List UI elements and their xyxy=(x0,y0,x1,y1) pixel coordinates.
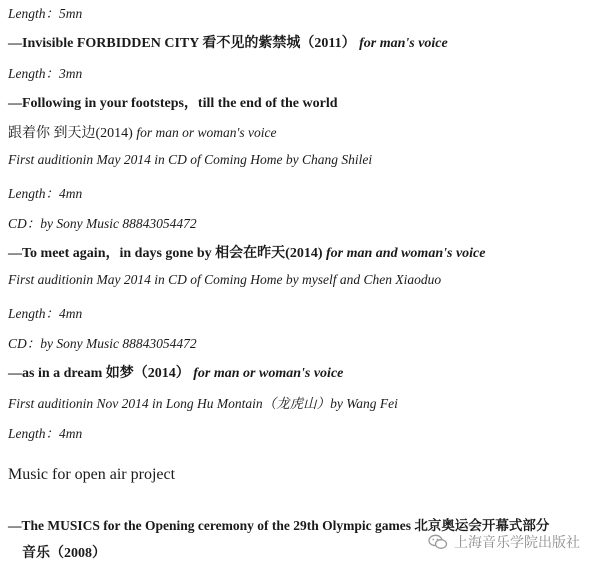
voice-type: for man's voice xyxy=(359,36,448,51)
song-subtitle xyxy=(8,122,276,142)
song-title xyxy=(8,32,448,52)
length-line: Length：4mn xyxy=(8,426,83,441)
song-title-text: —Invisible FORBIDDEN CITY 看不见的紫禁城（2011） xyxy=(8,36,356,51)
chinese-title: 跟着你 到天边(2014) xyxy=(8,126,133,141)
song-title xyxy=(8,362,343,382)
voice-type: for man and woman's voice xyxy=(326,246,486,261)
publisher-watermark xyxy=(428,532,580,552)
voice-type: for man or woman's voice xyxy=(193,366,344,381)
song-title-continuation: 音乐（2008） xyxy=(22,546,106,561)
watermark-text: 上海音乐学院出版社 xyxy=(454,535,580,551)
cd-line: CD：by Sony Music 88843054472 xyxy=(8,216,197,231)
voice-type: for man or woman's voice xyxy=(136,125,277,140)
song-title: —The MUSICS for the Opening ceremony of the 29th Olympic games 北京奥运会开幕式部分 xyxy=(8,518,550,533)
song-title xyxy=(8,242,485,262)
song-title: —Following in your footsteps，till the end of the world xyxy=(8,96,338,111)
length-line: Length：4mn xyxy=(8,186,83,201)
audition-line: First auditionin May 2014 in CD of Coming Home by myself and Chen Xiaoduo xyxy=(8,272,442,287)
wechat-icon xyxy=(428,534,448,550)
length-line: Length：5mn xyxy=(8,6,83,21)
audition-line: First auditionin May 2014 in CD of Coming Home by Chang Shilei xyxy=(8,152,373,167)
cd-line: CD：by Sony Music 88843054472 xyxy=(8,336,197,351)
song-title-text: —To meet again，in days gone by 相会在昨天(2014) xyxy=(8,246,323,261)
audition-line: First auditionin Nov 2014 in Long Hu Montain（龙虎山）by Wang Fei xyxy=(8,396,398,411)
section-heading: Music for open air project xyxy=(8,466,176,483)
length-line: Length：3mn xyxy=(8,66,83,81)
song-title-text: —as in a dream 如梦（2014） xyxy=(8,366,190,381)
length-line: Length：4mn xyxy=(8,306,83,321)
